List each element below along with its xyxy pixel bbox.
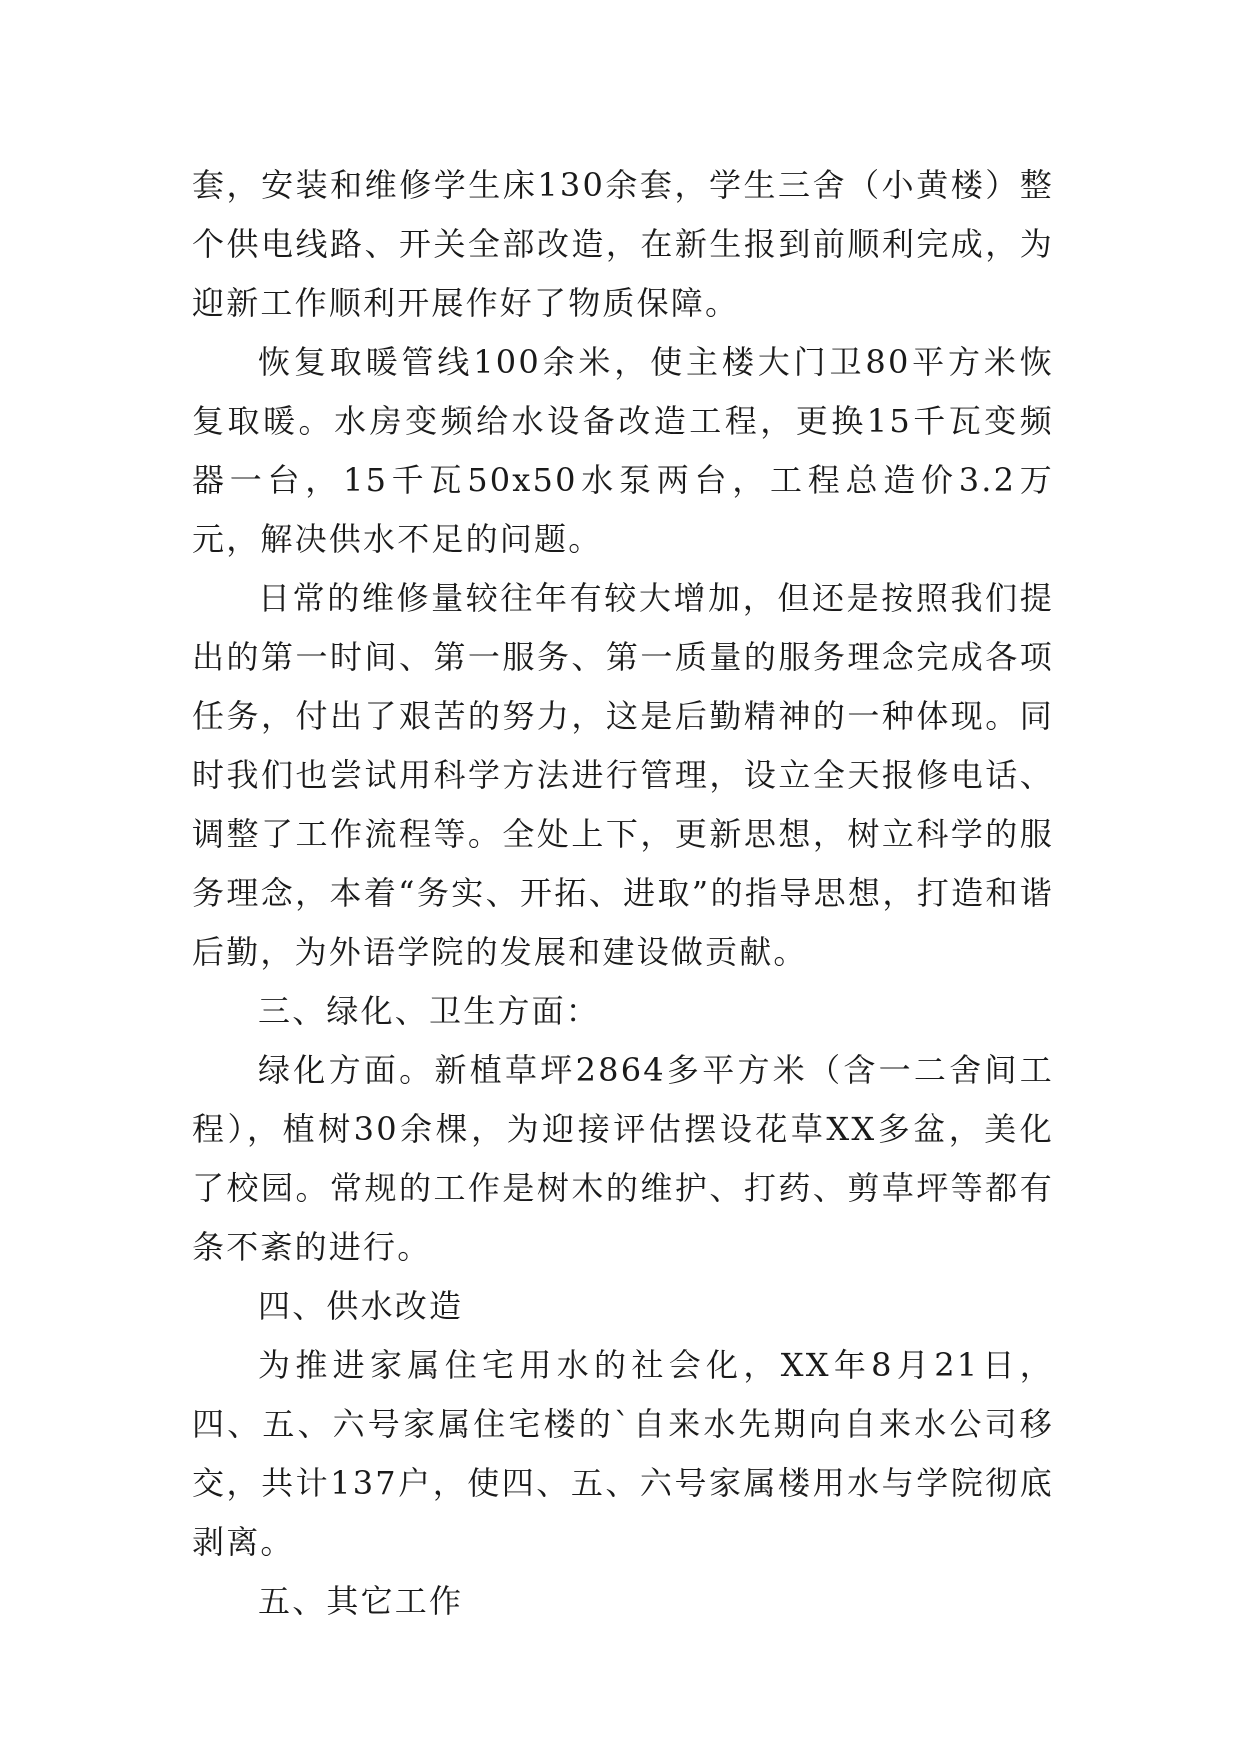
document-body: [192, 156, 1054, 1631]
section-heading-greening-sanitation: 三、绿化、卫生方面：: [258, 992, 601, 1030]
paragraph-continued-dormitory-repairs: 套，安装和维修学生床130余套，学生三舍（小黄楼）整个供电线路、开关全部改造，在新生报到前顺利完成，为迎新工作顺利开展作好了物质保障。: [192, 166, 1054, 322]
paragraph-daily-maintenance: 日常的维修量较往年有较大增加，但还是按照我们提出的第一时间、第一服务、第一质量的服务理念完成各项任务，付出了艰苦的努力，这是后勤精神的一种体现。同时我们也尝试用科学方法进行管理，设立全天报修电话、调整了工作流程等。全处上下，更新思想，树立科学的服务理念，本着“务实、开拓、进取”的指导思想，打造和谐后勤，为外语学院的发展和建设做贡献。: [192, 579, 1054, 971]
paragraph-heating-and-water-pump: 恢复取暖管线100余米，使主楼大门卫80平方米恢复取暖。水房变频给水设备改造工程，更换15千瓦变频器一台，15千瓦50x50水泵两台，工程总造价3.2万元，解决供水不足的问题。: [192, 343, 1054, 558]
paragraph-water-supply-transfer: 为推进家属住宅用水的社会化，XX年8月21日，四、五、六号家属住宅楼的`自来水先期向自来水公司移交，共计137户，使四、五、六号家属楼用水与学院彻底剥离。: [192, 1346, 1054, 1561]
section-heading-other-work: 五、其它工作: [258, 1582, 464, 1620]
paragraph-greening: 绿化方面。新植草坪2864多平方米（含一二舍间工程），植树30余棵，为迎接评估摆设花草XX多盆，美化了校园。常规的工作是树木的维护、打药、剪草坪等都有条不紊的进行。: [192, 1051, 1054, 1266]
section-heading-water-supply: 四、供水改造: [258, 1287, 464, 1325]
